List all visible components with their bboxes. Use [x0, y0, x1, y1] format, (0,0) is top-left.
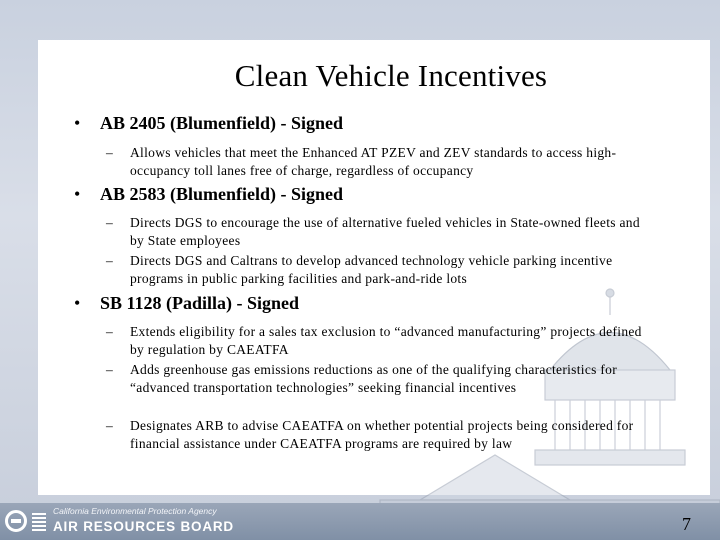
- bullet-text: AB 2405 (Blumenfield) - Signed: [100, 113, 344, 133]
- sub-bullet-marker: –: [106, 215, 114, 230]
- sub-bullet-text: Allows vehicles that meet the Enhanced AT PZEV and ZEV standards to access high-occupancy toll lanes free of charge, regardless of occupancy: [130, 145, 617, 178]
- slide-title: Clean Vehicle Incentives: [234, 58, 548, 93]
- bullet-text: SB 1128 (Padilla) - Signed: [100, 293, 300, 313]
- sub-bullet: [106, 214, 646, 249]
- sub-bullet-text: Directs DGS and Caltrans to develop advanced technology vehicle parking incentive programs in public parking facilities and park-and-ride lots: [130, 253, 613, 286]
- sub-bullet-marker: –: [106, 253, 114, 268]
- sub-bullet: [106, 323, 646, 358]
- bullet-text: AB 2583 (Blumenfield) - Signed: [100, 184, 344, 204]
- agency-name: AIR RESOURCES BOARD: [53, 519, 234, 534]
- sub-bullet: [106, 361, 646, 396]
- page-number: 7: [682, 514, 691, 534]
- sub-bullet-text: Designates ARB to advise CAEATFA on whether potential projects being considered for financial assistance under CAEATFA programs are required by law: [130, 418, 634, 451]
- sub-bullet-text: Extends eligibility for a sales tax exclusion to “advanced manufacturing” projects defined by regulation by CAEATFA: [130, 324, 642, 357]
- sub-bullet-marker: –: [106, 145, 114, 160]
- sub-bullet-text: Adds greenhouse gas emissions reductions as one of the qualifying characteristics for “advanced transportation technologies” seeking financial incentives: [130, 362, 617, 395]
- sub-bullet-text: Directs DGS to encourage the use of alternative fueled vehicles in State-owned fleets and by State employees: [130, 215, 640, 248]
- agency-name-small: California Environmental Protection Agency: [53, 506, 217, 516]
- arb-logo-icon: [5, 510, 27, 532]
- capitol-dome-illustration: [320, 275, 720, 540]
- sub-bullet: [106, 417, 646, 452]
- bullet-marker: •: [74, 184, 81, 204]
- sub-bullet-marker: –: [106, 418, 114, 433]
- sub-bullet-marker: –: [106, 362, 114, 377]
- bullet-marker: •: [74, 113, 81, 133]
- sub-bullet-marker: –: [106, 324, 114, 339]
- sub-bullet: [106, 252, 646, 287]
- bullet-marker: •: [74, 293, 81, 313]
- sub-bullet: [106, 144, 646, 179]
- flag-stripes-icon: [32, 513, 46, 533]
